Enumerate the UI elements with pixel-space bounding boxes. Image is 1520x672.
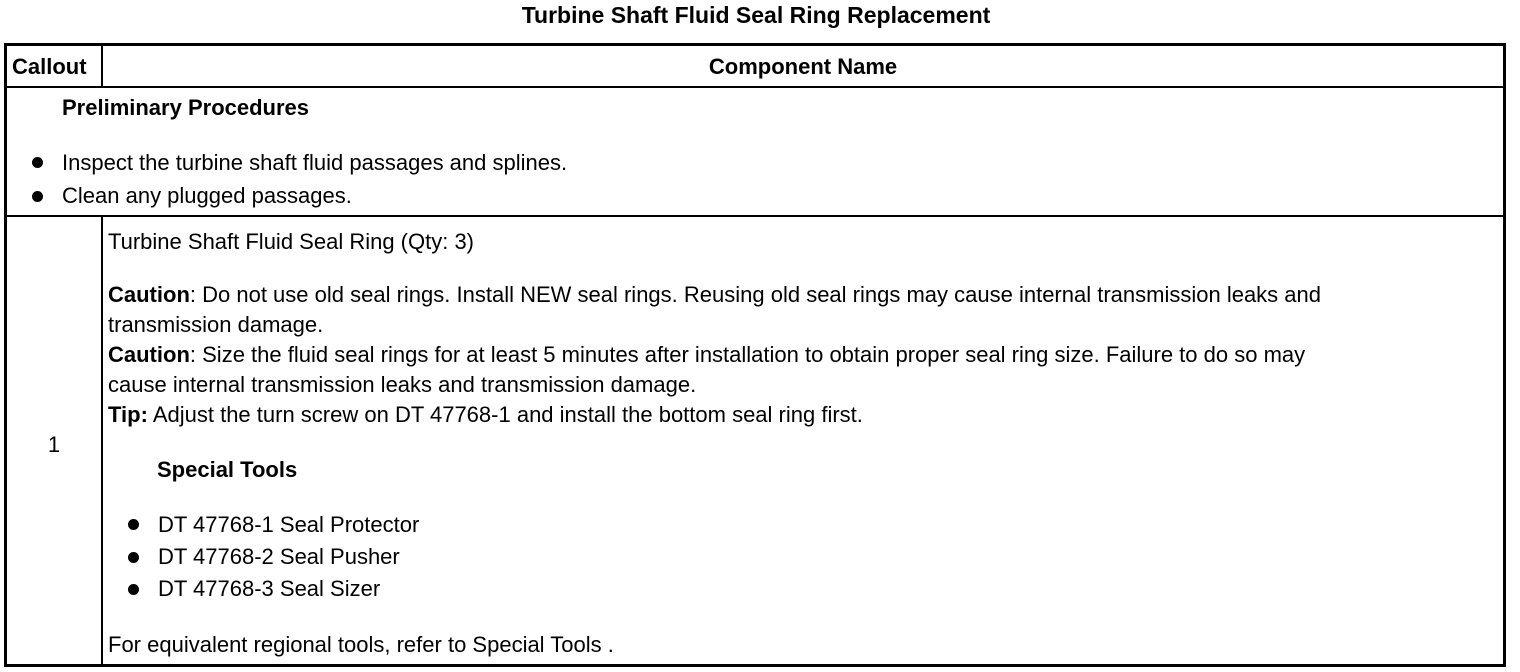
- bullet-icon: [128, 552, 139, 563]
- callout-number: 1: [47, 432, 61, 457]
- row-column-divider: [101, 216, 103, 664]
- header-callout: Callout: [12, 54, 87, 79]
- document-title: Turbine Shaft Fluid Seal Ring Replacement: [521, 2, 991, 28]
- bullet-icon: [32, 191, 43, 202]
- special-tool-item: DT 47768-1 Seal Protector: [158, 512, 420, 537]
- header-component-name: Component Name: [708, 54, 898, 79]
- bullet-icon: [128, 584, 139, 595]
- preliminary-item: Clean any plugged passages.: [62, 183, 352, 208]
- bullet-icon: [32, 157, 43, 168]
- note-label: Tip:: [108, 402, 148, 427]
- preliminary-heading: Preliminary Procedures: [62, 95, 310, 120]
- caution-note: [108, 280, 1321, 310]
- note-separator: :: [189, 342, 197, 367]
- special-tools-heading: Special Tools: [157, 457, 298, 482]
- caution-note: [108, 340, 1305, 370]
- preliminary-item: Inspect the turbine shaft fluid passages and splines.: [62, 150, 568, 175]
- note-separator: :: [189, 282, 197, 307]
- bullet-icon: [128, 519, 139, 530]
- note-label: Caution: [108, 282, 190, 307]
- regional-tools-note: For equivalent regional tools, refer to Special Tools .: [108, 632, 614, 657]
- special-tool-item: DT 47768-2 Seal Pusher: [158, 544, 400, 569]
- note-text: Size the fluid seal rings for at least 5 minutes after installation to obtain proper seal ring size. Failure to do so may: [196, 342, 1306, 367]
- preliminary-separator: [7, 215, 1503, 217]
- caution-note-continued: cause internal transmission leaks and transmission damage.: [108, 372, 697, 397]
- special-tool-item: DT 47768-3 Seal Sizer: [158, 576, 381, 601]
- header-separator: [7, 86, 1503, 88]
- note-text: Do not use old seal rings. Install NEW seal rings. Reusing old seal rings may cause internal transmission leaks and: [196, 282, 1321, 307]
- procedure-table: [4, 43, 1506, 667]
- caution-note-continued: transmission damage.: [108, 312, 324, 337]
- component-name: Turbine Shaft Fluid Seal Ring (Qty: 3): [108, 229, 475, 254]
- tip-note: [108, 400, 863, 430]
- note-text: Adjust the turn screw on DT 47768-1 and install the bottom seal ring first.: [147, 402, 863, 427]
- note-label: Caution: [108, 342, 190, 367]
